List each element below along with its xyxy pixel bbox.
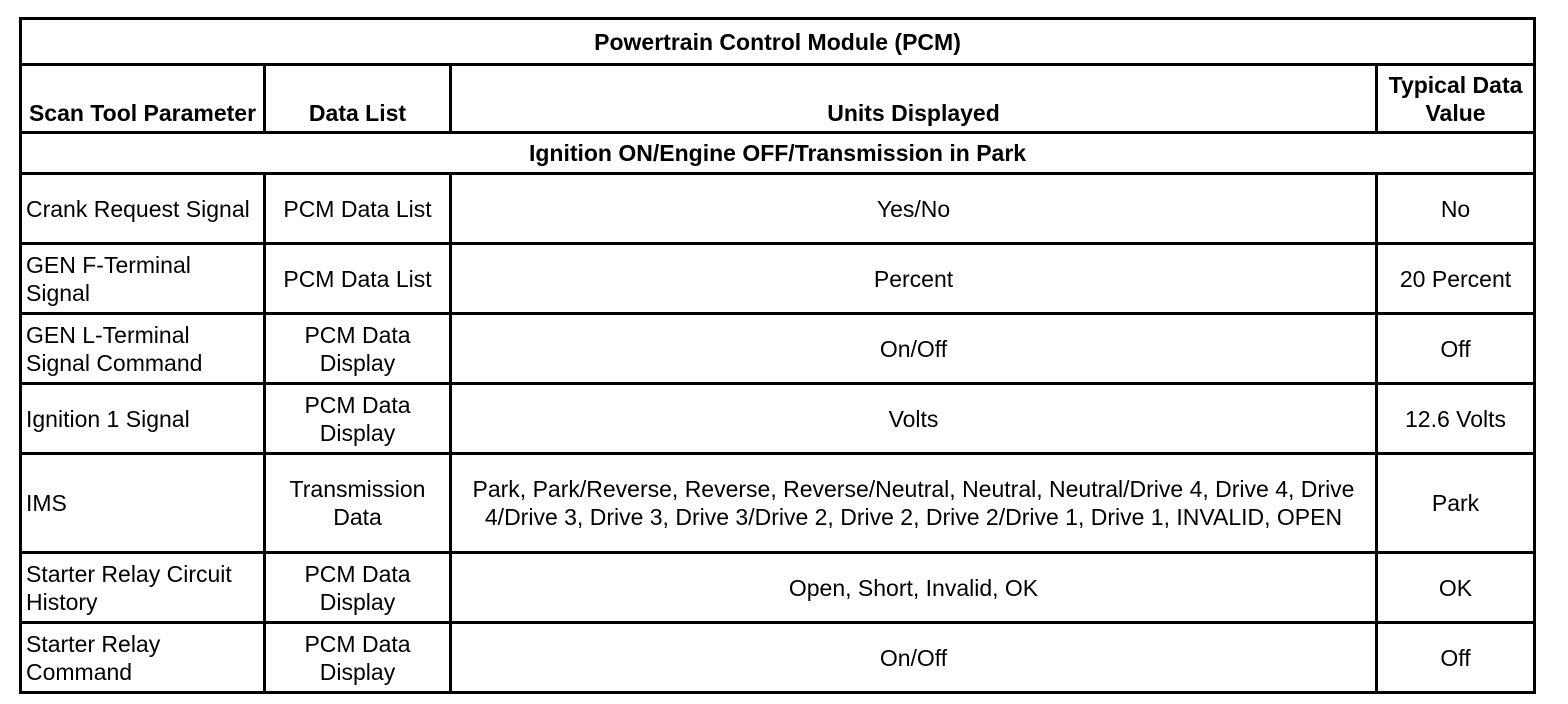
- row-typical-value: Park: [1377, 454, 1535, 553]
- row-parameter: IMS: [21, 454, 265, 553]
- row-units: On/Off: [451, 623, 1377, 693]
- row-typical-value: Off: [1377, 314, 1535, 384]
- row-typical-value: No: [1377, 174, 1535, 244]
- row-data-list: PCM Data Display: [265, 384, 451, 454]
- row-data-list: PCM Data Display: [265, 553, 451, 623]
- section-label: Ignition ON/Engine OFF/Transmission in Park: [21, 133, 1535, 174]
- row-units: Open, Short, Invalid, OK: [451, 553, 1377, 623]
- table-row: [21, 384, 1535, 454]
- table-row: [21, 623, 1535, 693]
- header-data-list: Data List: [265, 65, 451, 133]
- table-row: [21, 314, 1535, 384]
- row-typical-value: OK: [1377, 553, 1535, 623]
- pcm-data-table-container: [19, 17, 1536, 694]
- row-parameter: Starter Relay Command: [21, 623, 265, 693]
- row-typical-value: Off: [1377, 623, 1535, 693]
- row-typical-value: 12.6 Volts: [1377, 384, 1535, 454]
- row-units: Percent: [451, 244, 1377, 314]
- table-row: [21, 174, 1535, 244]
- row-units: Park, Park/Reverse, Reverse, Reverse/Neutral, Neutral, Neutral/Drive 4, Drive 4, Drive 4/Drive 3, Drive 3, Drive 3/Drive 2, Drive 2, Drive 2/Drive 1, Drive 1, INVALID, OPEN: [451, 454, 1377, 553]
- table-row: [21, 454, 1535, 553]
- row-data-list: PCM Data Display: [265, 623, 451, 693]
- row-parameter: GEN F-Terminal Signal: [21, 244, 265, 314]
- row-data-list: PCM Data List: [265, 174, 451, 244]
- table-row: [21, 244, 1535, 314]
- section-row: [21, 133, 1535, 174]
- table-row: [21, 553, 1535, 623]
- header-units-displayed: Units Displayed: [451, 65, 1377, 133]
- row-data-list: PCM Data Display: [265, 314, 451, 384]
- row-parameter: Starter Relay Circuit History: [21, 553, 265, 623]
- row-parameter: GEN L-Terminal Signal Command: [21, 314, 265, 384]
- header-typical-data-value: Typical Data Value: [1377, 65, 1535, 133]
- row-data-list: Transmission Data: [265, 454, 451, 553]
- row-units: Volts: [451, 384, 1377, 454]
- row-typical-value: 20 Percent: [1377, 244, 1535, 314]
- table-title-row: [21, 19, 1535, 65]
- pcm-data-table: [19, 17, 1536, 694]
- row-data-list: PCM Data List: [265, 244, 451, 314]
- table-header-row: [21, 65, 1535, 133]
- row-parameter: Ignition 1 Signal: [21, 384, 265, 454]
- row-parameter: Crank Request Signal: [21, 174, 265, 244]
- header-scan-tool-parameter: Scan Tool Parameter: [21, 65, 265, 133]
- row-units: On/Off: [451, 314, 1377, 384]
- row-units: Yes/No: [451, 174, 1377, 244]
- table-title: Powertrain Control Module (PCM): [21, 19, 1535, 65]
